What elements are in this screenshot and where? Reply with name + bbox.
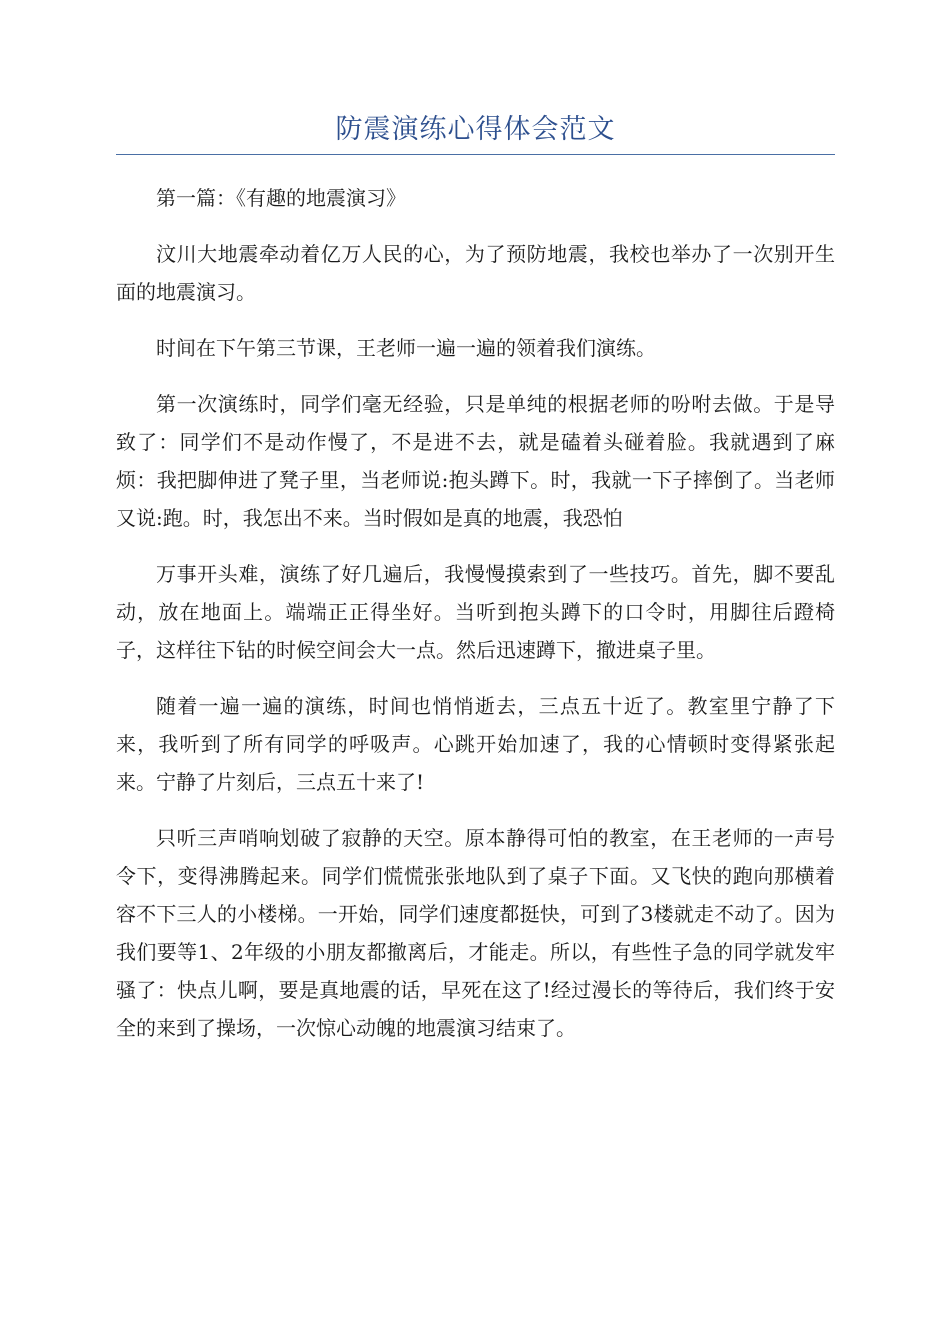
paragraph: 汶川大地震牵动着亿万人民的心，为了预防地震，我校也举办了一次别开生面的地震演习。 bbox=[116, 242, 835, 304]
document-page bbox=[116, 110, 835, 1065]
paragraph: 万事开头难，演练了好几遍后，我慢慢摸索到了一些技巧。首先，脚不要乱动，放在地面上。端端正正得坐好。当听到抱头蹲下的口令时，用脚往后蹬椅子，这样往下钻的时候空间会大一点。然后迅速蹲下，撤进桌子里。 bbox=[116, 562, 835, 662]
document-body bbox=[116, 179, 835, 1047]
document-title: 防震演练心得体会范文 bbox=[116, 110, 835, 155]
paragraph: 只听三声哨响划破了寂静的天空。原本静得可怕的教室，在王老师的一声号令下，变得沸腾起来。同学们慌慌张张地队到了桌子下面。又飞快的跑向那横着容不下三人的小楼梯。一开始，同学们速度都挺快，可到了3楼就走不动了。因为我们要等1、2年级的小朋友都撤离后，才能走。所以，有些性子急的同学就发牢骚了：快点儿啊，要是真地震的话，早死在这了!经过漫长的等待后，我们终于安全的来到了操场，一次惊心动魄的地震演习结束了。 bbox=[116, 826, 835, 1040]
paragraph: 随着一遍一遍的演练，时间也悄悄逝去，三点五十近了。教室里宁静了下来，我听到了所有同学的呼吸声。心跳开始加速了，我的心情顿时变得紧张起来。宁静了片刻后，三点五十来了! bbox=[116, 694, 835, 794]
section-heading: 第一篇：《有趣的地震演习》 bbox=[156, 186, 406, 210]
paragraph: 时间在下午第三节课，王老师一遍一遍的领着我们演练。 bbox=[156, 336, 656, 360]
paragraph: 第一次演练时，同学们毫无经验，只是单纯的根据老师的吩咐去做。于是导致了：同学们不是动作慢了，不是进不去，就是磕着头碰着脸。我就遇到了麻烦：我把脚伸进了凳子里，当老师说:抱头蹲下。时，我就一下子摔倒了。当老师又说:跑。时，我怎出不来。当时假如是真的地震，我恐怕 bbox=[116, 392, 835, 530]
